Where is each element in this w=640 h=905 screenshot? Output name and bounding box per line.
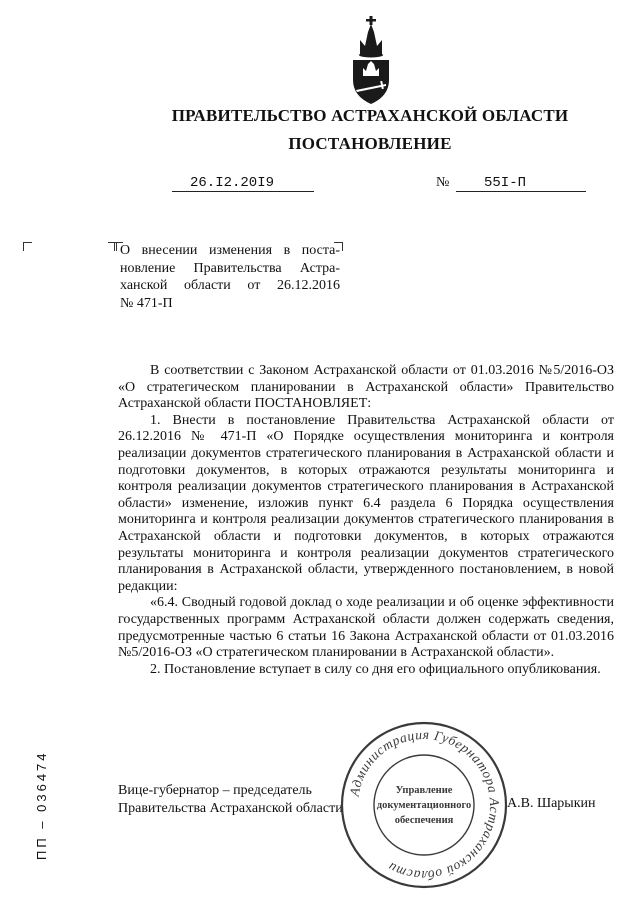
document-type-heading: ПОСТАНОВЛЕНИЕ (288, 134, 452, 153)
document-number: 55I-П (456, 175, 586, 192)
signatory-position-line: Вице-губернатор – председатель (118, 783, 312, 798)
document-subject (120, 242, 340, 312)
government-heading: ПРАВИТЕЛЬСТВО АСТРАХАНСКОЙ ОБЛАСТИ (171, 106, 569, 125)
subject-line: новление Правительства Астра- (120, 260, 340, 276)
subject-line: № 471-П (120, 295, 173, 311)
side-serial-number: ПП – 036474 (34, 750, 49, 860)
signatory-name: А.В. Шарыкин (507, 796, 596, 811)
corner-mark-left (23, 242, 32, 251)
stamp-center-line: обеспечения (394, 815, 454, 826)
subject-line: ханской области от 26.12.2016 (120, 278, 340, 293)
signatory-position (118, 782, 343, 818)
document-date: 26.I2.20I9 (172, 175, 314, 192)
stamp-center-line: Управление (395, 785, 453, 796)
body-paragraph: 2. Постановление вступает в силу со дня его официального опубликования. (150, 661, 601, 677)
subject-line: О внесении изменения в поста- (120, 243, 340, 258)
body-paragraph: 1. Внести в постановление Правительства Астраханской области от 26.12.2016 № 471-П «О Порядке осуществления мониторинга и контроля реализации документов стратегического планирования в Астраханской области и подготовки документов, в которых отражаются результаты мониторинга и контроля реализации документов стратегического планирования в Астраханской области» изменение, изложив пункт 6.4 раздела 6 Порядка осуществления мониторинга и контроля реализации документов стратегического планирования в Астраханской области и подготовки документов, в которых отражаются результаты мониторинга и контроля реализации документов стратегического планирования в Астраханской области, утвержденного постановлением, в новой редакции: (118, 412, 614, 594)
stamp-center-line: документационного (376, 800, 472, 811)
body-paragraph: «6.4. Сводный годовой доклад о ходе реализации и об оценке эффективности государственных программ Астраханской области должен содержать сведения, предусмотренные частью 6 статьи 16 Закона Астраханской области от 01.03.2016 №5/2016-ОЗ «О стратегическом планировании в Астраханской области». (118, 595, 614, 661)
body-paragraph: В соответствии с Законом Астраханской области от 01.03.2016 №5/2016-ОЗ «О стратегическом планировании в Астраханской области» Правительство Астраханской области ПОСТАНОВЛЯЕТ: (118, 363, 614, 412)
coat-of-arms-emblem (348, 14, 394, 106)
official-round-stamp (338, 719, 510, 891)
document-body (118, 363, 614, 678)
stamp-ring-text: Администрация Губернатора Астраханской области (346, 726, 503, 884)
number-sign: № (436, 175, 450, 190)
signatory-position-line: Правительства Астраханской области (118, 801, 343, 816)
